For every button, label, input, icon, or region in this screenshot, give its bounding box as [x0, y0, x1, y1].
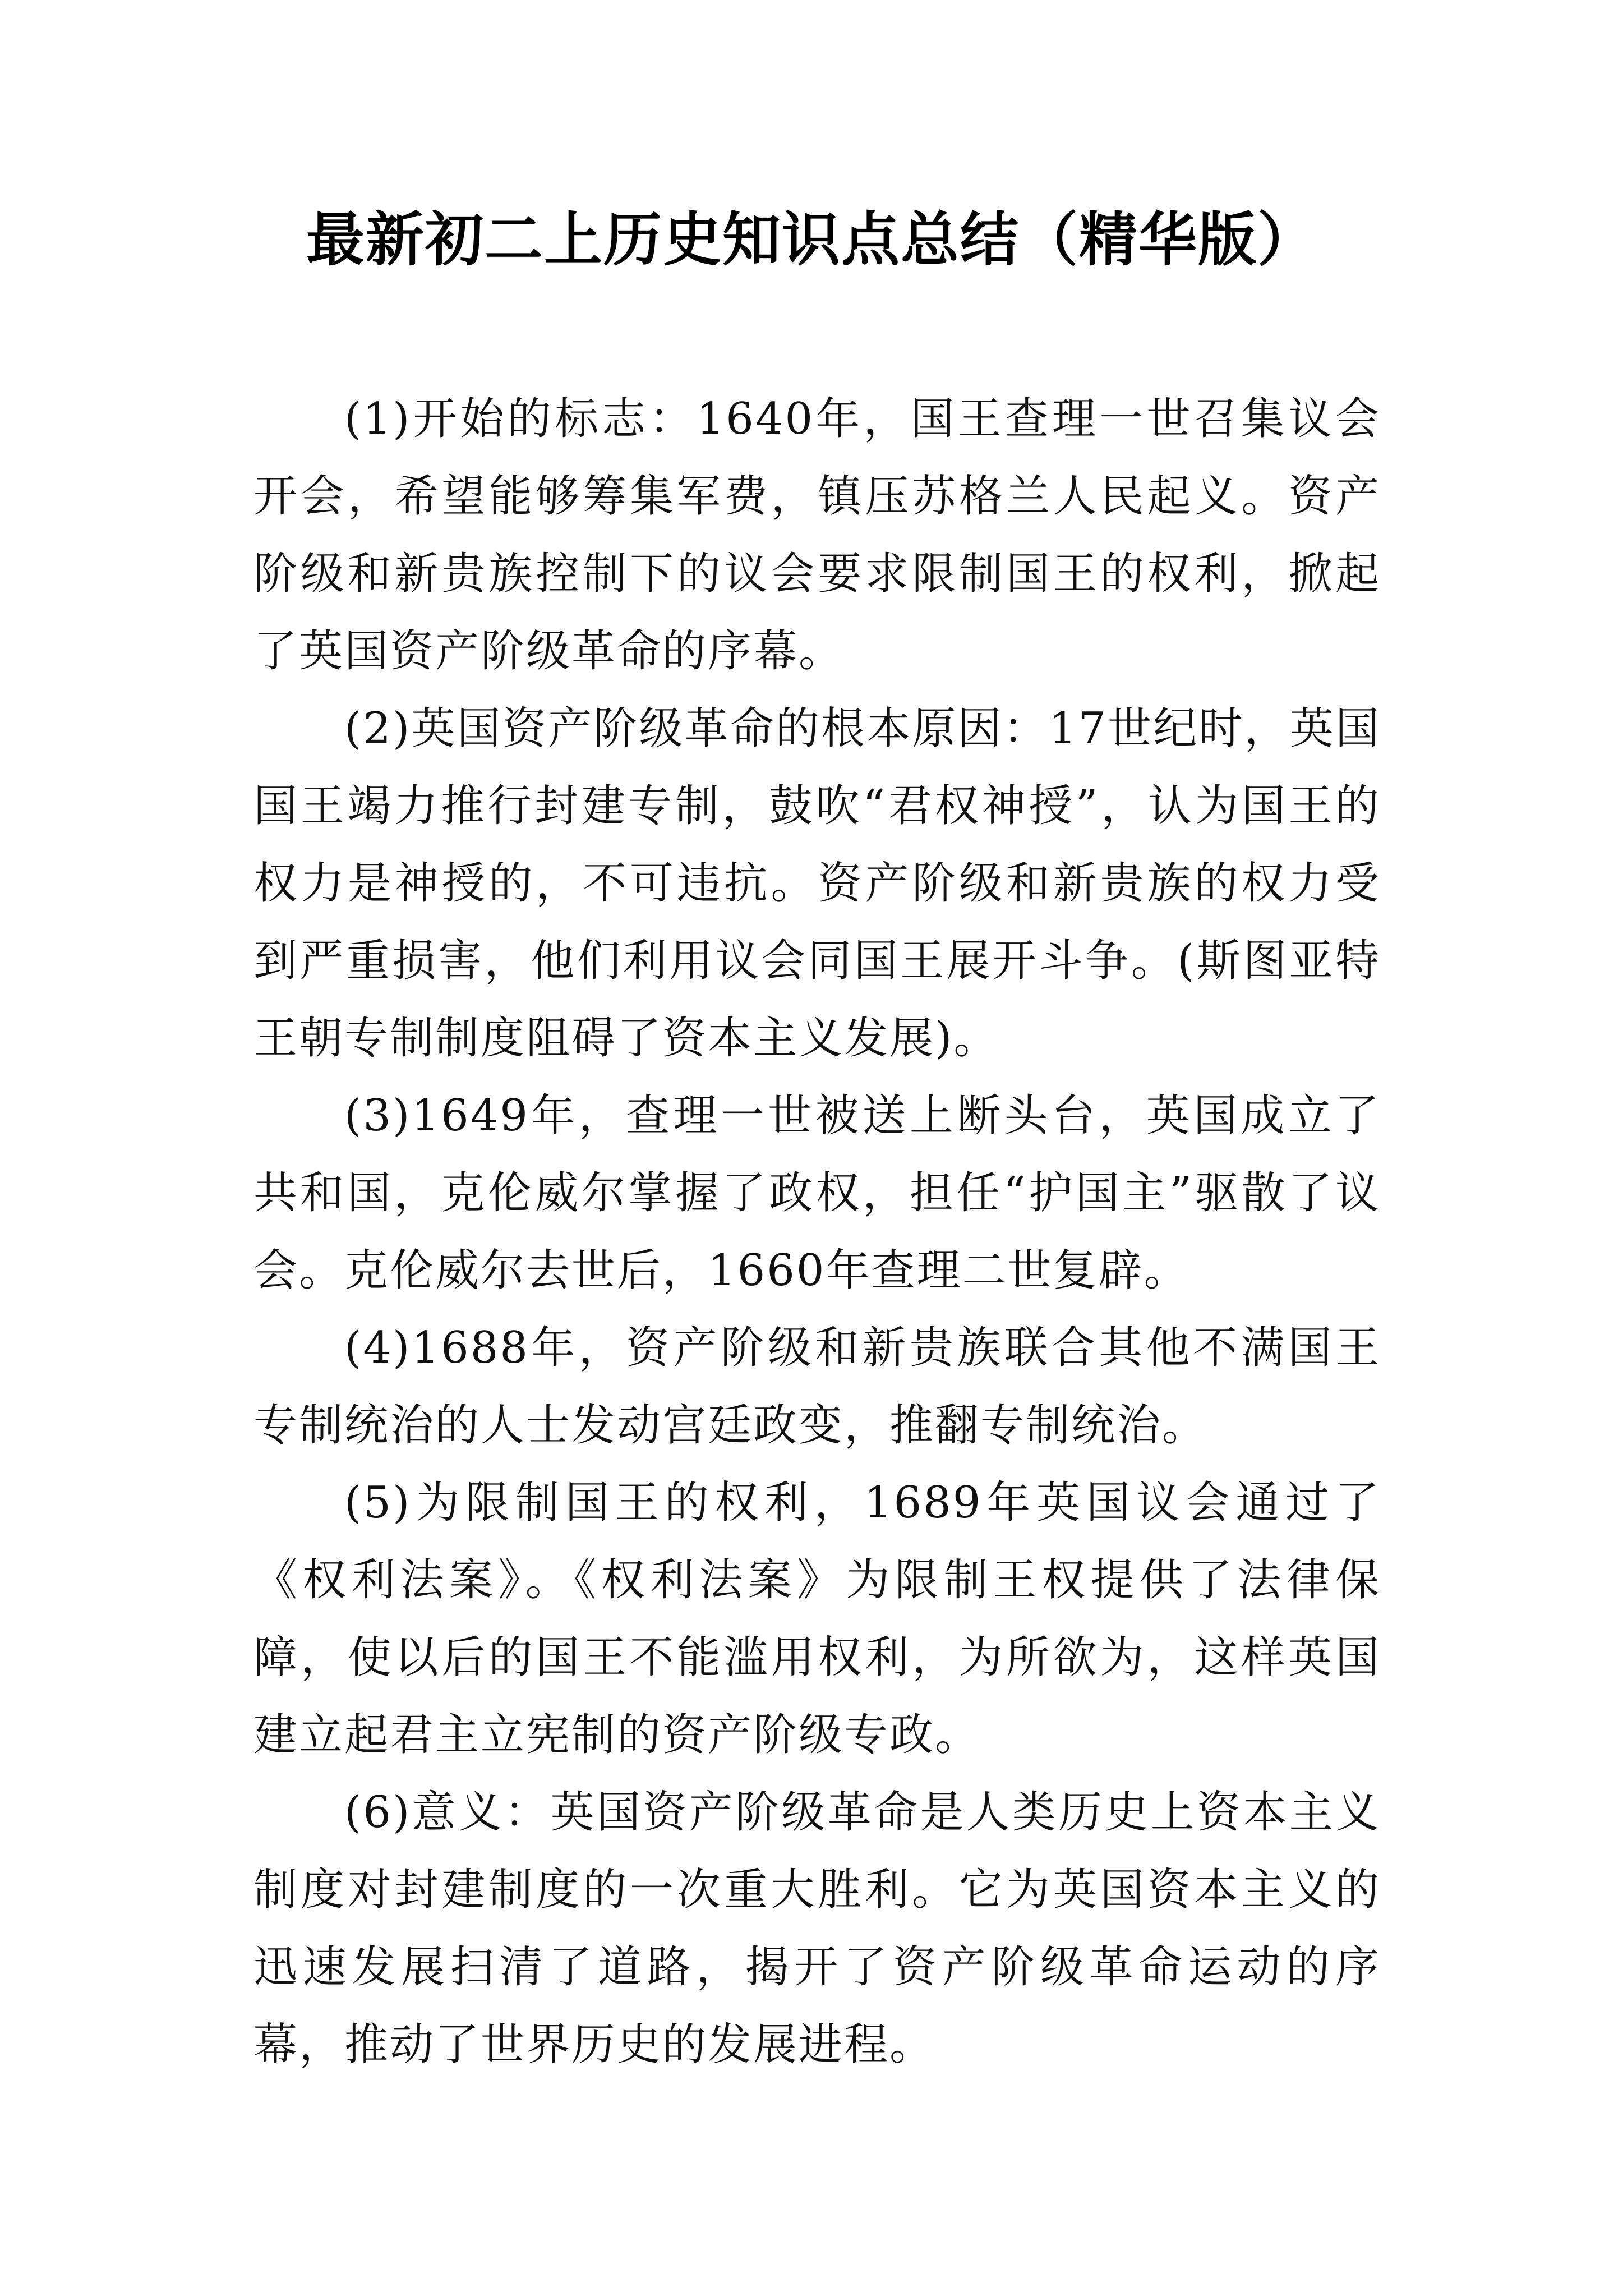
- paragraph-6: (6)意义：英国资产阶级革命是人类历史上资本主义制度对封建制度的一次重大胜利。它为英国资本主义的迅速发展扫清了道路，揭开了资产阶级革命运动的序幕，推动了世界历史的发展进程。: [253, 1787, 1381, 2070]
- paragraph-5: (5)为限制国王的权利，1689年英国议会通过了《权利法案》。《权利法案》为限制王权提供了法律保障，使以后的国王不能滥用权利，为所欲为，这样英国建立起君主立宪制的资产阶级专政。: [253, 1478, 1381, 1760]
- document-body: [253, 380, 1381, 2083]
- paragraph-2: (2)英国资产阶级革命的根本原因：17世纪时，英国国王竭力推行封建专制，鼓吹“君权神授”，认为国王的权力是神授的，不可违抗。资产阶级和新贵族的权力受到严重损害，他们利用议会同国王展开斗争。(斯图亚特王朝专制制度阻碍了资本主义发展)。: [253, 703, 1381, 1064]
- paragraph-4: (4)1688年，资产阶级和新贵族联合其他不满国王专制统治的人士发动宫廷政变，推翻专制统治。: [253, 1323, 1381, 1451]
- paragraph-1: (1)开始的标志：1640年，国王查理一世召集议会开会，希望能够筹集军费，镇压苏格兰人民起义。资产阶级和新贵族控制下的议会要求限制国王的权利，掀起了英国资产阶级革命的序幕。: [253, 394, 1381, 677]
- document-title: 最新初二上历史知识点总结（精华版）: [306, 205, 1317, 274]
- paragraph-3: (3)1649年，查理一世被送上断头台，英国成立了共和国，克伦威尔掌握了政权，担任“护国主”驱散了议会。克伦威尔去世后，1660年查理二世复辟。: [253, 1091, 1381, 1296]
